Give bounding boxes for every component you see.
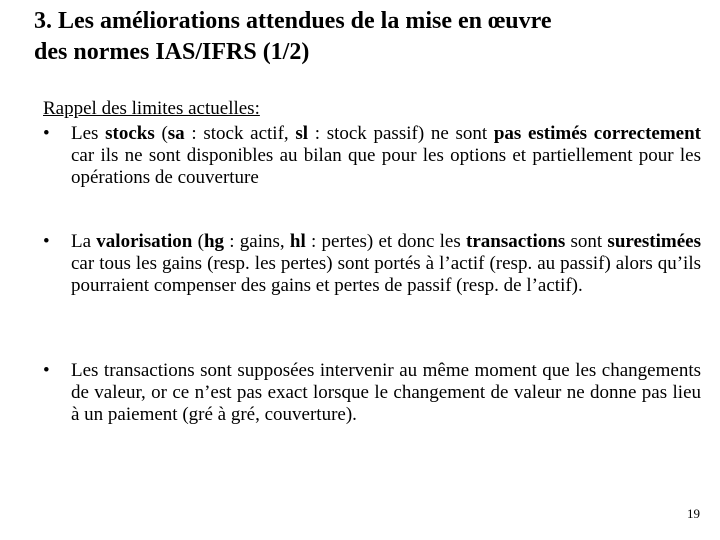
bullet-item-stocks (43, 123, 703, 189)
bullet-text: La valorisation (hg : gains, hl : pertes) et donc les transactions sont surestimées car tous les gains (resp. les pertes) sont portés à l’actif (resp. au passif) alors qu’ils pourraient compenser des gains et pertes de passif (resp. de l’actif). (71, 231, 701, 296)
bullet-text: Les stocks (sa : stock actif, sl : stock passif) ne sont pas estimés correctement car ils ne sont disponibles au bilan que pour les options et partiellement pour les opérations de couverture (71, 123, 701, 188)
slide-title (34, 6, 694, 68)
bullet-marker: • (43, 360, 50, 381)
bullet-item-valorisation (43, 231, 703, 297)
page-number: 19 (687, 506, 700, 521)
bullet-item-transactions-timing (43, 360, 703, 426)
bullet-marker: • (43, 231, 50, 252)
title-line-2: des normes IAS/IFRS (1/2) (34, 39, 310, 65)
title-line-1: 3. Les améliorations attendues de la mise en œuvre (34, 8, 552, 34)
intro-heading: Rappel des limites actuelles: (43, 98, 260, 119)
bullet-text: Les transactions sont supposées intervenir au même moment que les changements de valeur, or ce n’est pas exact lorsque le changement de valeur ne donne pas lieu à un paiement (gré à gré, couverture). (71, 360, 701, 425)
bullet-marker: • (43, 123, 50, 144)
